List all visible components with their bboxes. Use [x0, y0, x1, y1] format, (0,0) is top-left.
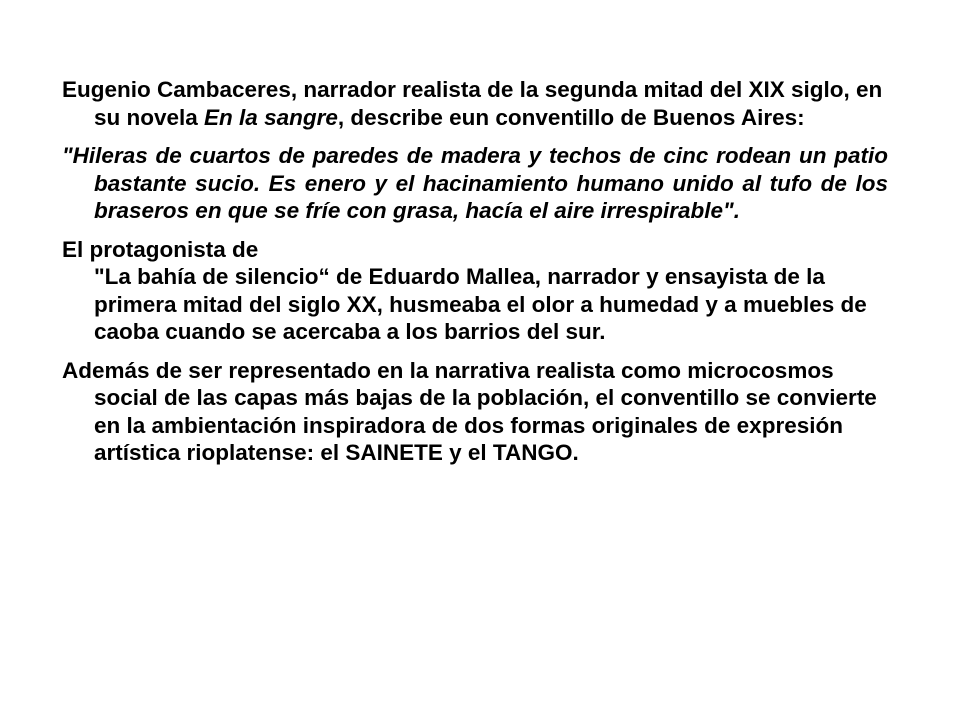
paragraph-cambaceres-text: Eugenio Cambaceres, narrador realista de la segunda mitad del XIX siglo, en su novela	[62, 77, 883, 130]
paragraph-mallea	[62, 236, 888, 346]
paragraph-conventillo: Además de ser representado en la narrativa realista como microcosmos social de las capas más bajas de la población, el conventillo se convierte en la ambientación inspiradora de dos formas originales de expresión artística rioplatense: el SAINETE y el TANGO.	[62, 357, 877, 465]
paragraph-cambaceres	[62, 76, 888, 131]
paragraph-quote: "Hileras de cuartos de paredes de madera y techos de cinc rodean un patio bastante sucio. Es enero y el hacinamiento humano unido al tufo de los braseros en que se fríe con grasa, hacía el aire irrespirable".	[62, 143, 888, 223]
novel-title: En la sangre	[204, 104, 338, 130]
text-body	[62, 76, 888, 478]
paragraph-mallea-intro: El protagonista de	[62, 236, 259, 262]
paragraph-cambaceres-text-end: , describe eun conventillo de Buenos Aires:	[337, 104, 805, 130]
paragraph-mallea-text: "La bahía de silencio“ de Eduardo Mallea, narrador y ensayista de la primera mitad del siglo XX, husmeaba el olor a humedad y a muebles de caoba cuando se acercaba a los barrios del sur.	[94, 264, 867, 344]
